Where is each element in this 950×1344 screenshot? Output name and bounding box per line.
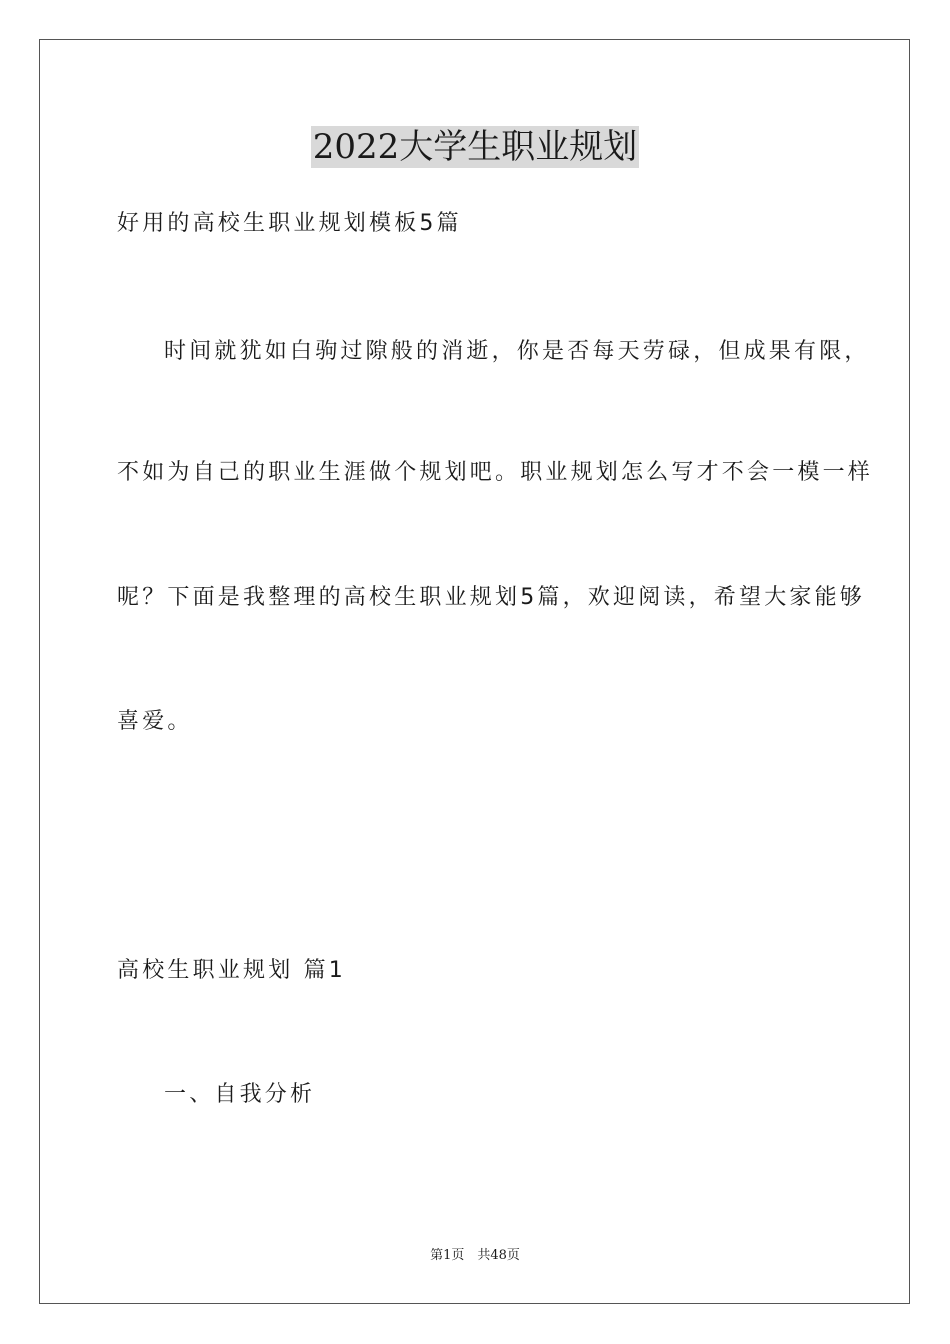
paragraph-line-3: 呢？下面是我整理的高校生职业规划5篇，欢迎阅读，希望大家能够 [117,585,865,610]
title-container [0,126,950,168]
page-number-footer: 第1页 共48页 [430,1248,520,1263]
section-heading: 高校生职业规划 篇1 [117,958,346,983]
document-title: 2022大学生职业规划 [312,127,638,167]
paragraph-line-2: 不如为自己的职业生涯做个规划吧。职业规划怎么写才不会一模一样 [117,460,874,485]
paragraph-line-4: 喜爱。 [117,709,193,734]
paragraph-line-1: 时间就犹如白驹过隙般的消逝，你是否每天劳碌，但成果有限， [164,339,870,364]
document-subtitle: 好用的高校生职业规划模板5篇 [117,211,462,236]
subsection-heading: 一、自我分析 [164,1082,316,1107]
